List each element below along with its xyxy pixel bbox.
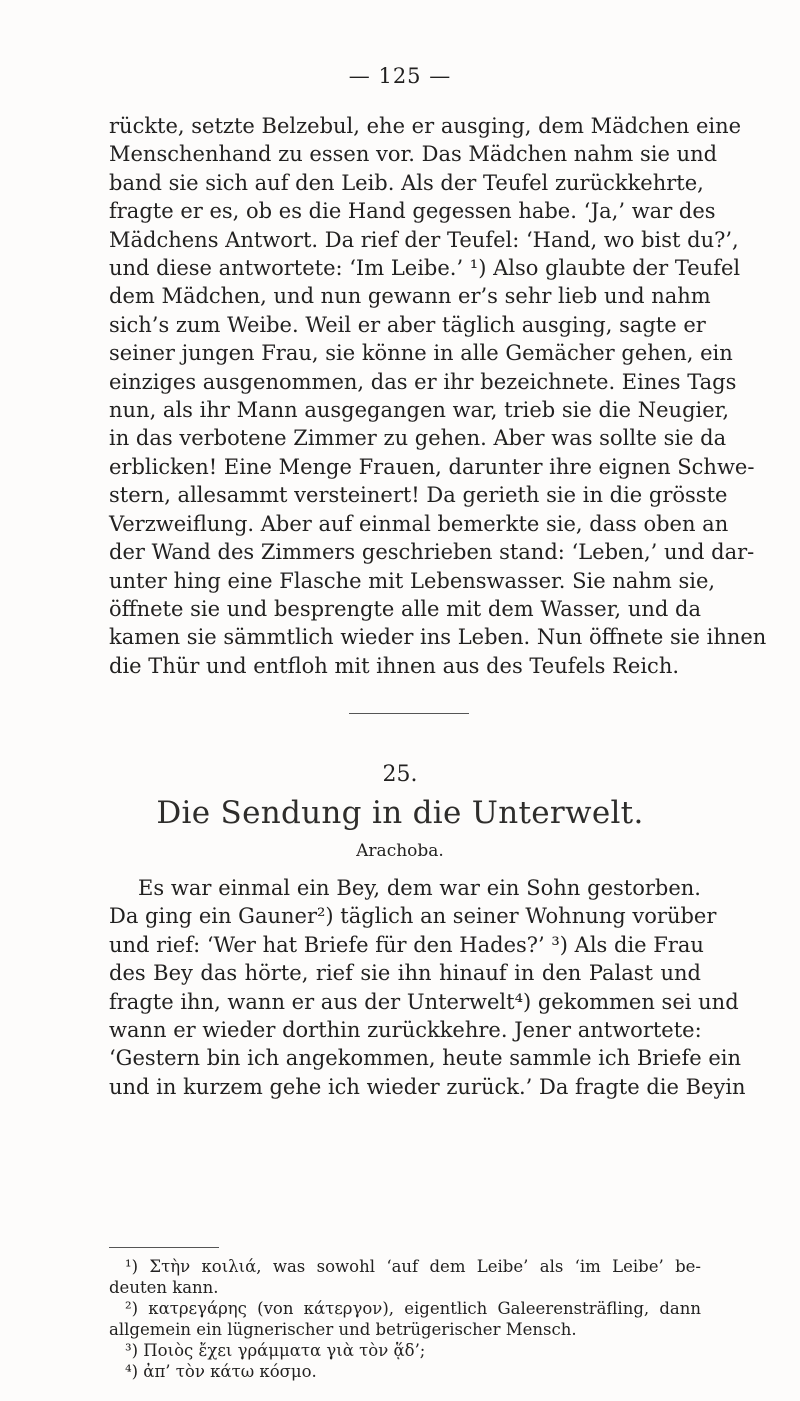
text-line: erblicken! Eine Menge Frauen, darunter ihre eignen Schwe- [109,454,755,479]
text-line: einziges ausgenommen, das er ihr bezeichnete. Eines Tags [109,369,737,394]
text-line: sich’s zum Weibe. Weil er aber täglich ausging, sagte er [109,312,706,337]
footnote-line: ³) Ποιὸς ἔχει γράμματα γιὰ τὸν ᾅδ’; [125,1341,426,1360]
tale-number: 25. [382,762,418,787]
text-line: nun, als ihr Mann ausgegangen war, trieb sie die Neugier, [109,398,730,423]
text-line: ‘Gestern bin ich angekommen, heute sammle ich Briefe ein [109,1046,742,1071]
footnote-divider [109,1247,219,1248]
text-line: seiner jungen Frau, sie könne in alle Gemächer gehen, ein [109,341,733,366]
text-line: wann er wieder dorthin zurückkehre. Jener antwortete: [109,1018,702,1043]
text-line: die Thür und entfloh mit ihnen aus des Teufels Reich. [109,653,680,678]
text-line: des Bey das hörte, rief sie ihn hinauf in den Palast und [109,961,701,986]
tale-text [109,874,746,1101]
footnote-line: ¹) Στὴν κοιλιά, was sowohl ‘auf dem Leibe’ als ‘im Leibe’ be- [125,1257,701,1276]
text-line: Verzweiflung. Aber auf einmal bemerkte sie, dass oben an [109,511,729,536]
text-line: stern, allesammt versteinert! Da gerieth sie in die grösste [109,483,728,508]
footnote-line: ²) κατρεγάρης (von κάτεργον), eigentlich Galeerensträfling, dann [125,1299,701,1318]
text-line: rückte, setzte Belzebul, ehe er ausging, dem Mädchen eine [109,114,742,138]
text-line: fragte ihn, wann er aus der Unterwelt⁴) gekommen sei und [109,989,739,1014]
tale-title: Die Sendung in die Unterwelt. [156,795,644,831]
footnote-line: ⁴) ἀπ’ τὸν κάτω κόσμο. [125,1362,317,1381]
section-divider [349,713,469,714]
text-line: der Wand des Zimmers geschrieben stand: ‘Leben,’ und dar- [109,540,755,565]
text-line: Da ging ein Gauner²) täglich an seiner Wohnung vorüber [109,904,717,929]
text-line: und diese antwortete: ‘Im Leibe.’ ¹) Also glaubte der Teufel [109,256,741,281]
text-line: Menschenhand zu essen vor. Das Mädchen nahm sie und [109,142,718,167]
text-line: öffnete sie und besprengte alle mit dem Wasser, und da [109,596,701,621]
continued-text [109,112,767,680]
footnote-line: deuten kann. [109,1278,219,1297]
text-line: unter hing eine Flasche mit Lebenswasser. Sie nahm sie, [109,568,716,593]
tale-origin: Arachoba. [356,841,444,861]
text-line: und in kurzem gehe ich wieder zurück.’ Da fragte die Beyin [109,1074,746,1099]
footnote-line: allgemein ein lügnerischer und betrügerischer Mensch. [109,1320,577,1339]
text-line: band sie sich auf den Leib. Als der Teufel zurückkehrte, [109,170,704,195]
text-line: Es war einmal ein Bey, dem war ein Sohn gestorben. [138,876,701,900]
footnotes [109,1256,701,1382]
text-line: in das verbotene Zimmer zu gehen. Aber was sollte sie da [109,426,727,451]
text-line: fragte er es, ob es die Hand gegessen habe. ‘Ja,’ war des [109,199,716,224]
text-line: dem Mädchen, und nun gewann er’s sehr lieb und nahm [109,284,711,309]
page-number: — 125 — [348,64,452,88]
text-line: kamen sie sämmtlich wieder ins Leben. Nun öffnete sie ihnen [109,625,767,650]
text-line: Mädchens Antwort. Da rief der Teufel: ‘Hand, wo bist du?’, [109,227,739,252]
text-line: und rief: ‘Wer hat Briefe für den Hades?’ ³) Als die Frau [109,932,704,957]
